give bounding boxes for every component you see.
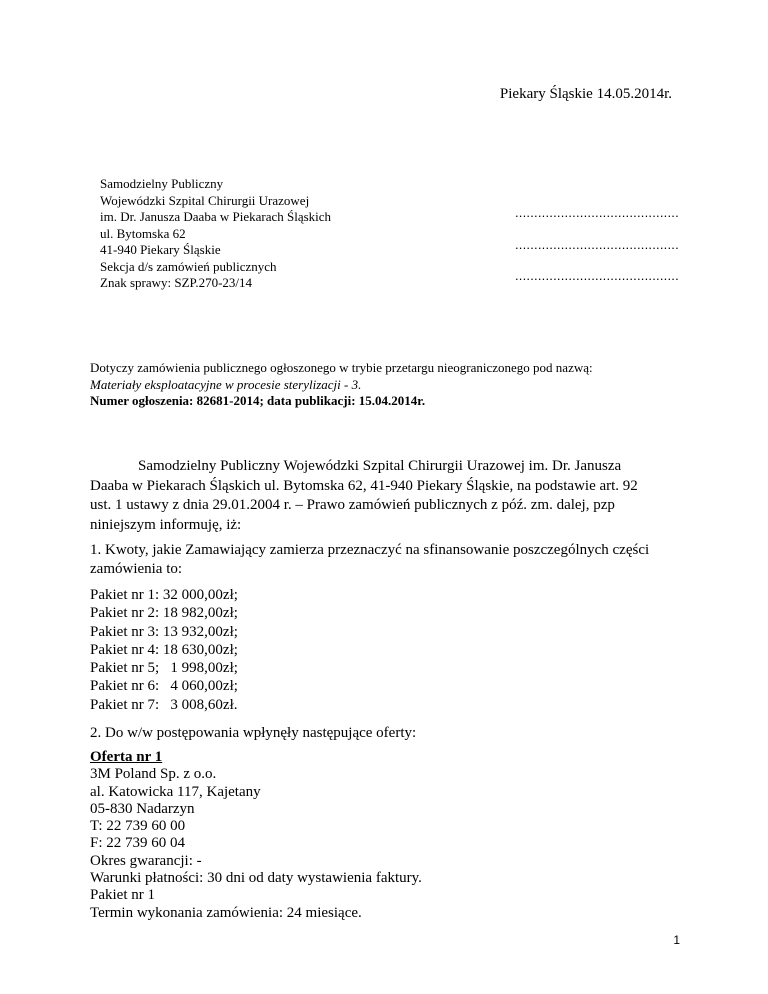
offer-1 — [90, 749, 422, 922]
regarding-line: Dotyczy zamówienia publicznego ogłoszonego w trybie przetargu nieograniczonego pod nazwą: — [90, 360, 593, 375]
package-item: Pakiet nr 6: 4 060,00zł; — [90, 678, 238, 695]
intro-line: ust. 1 ustawy z dnia 29.01.2004 r. – Prawo zamówień publicznych z póź. zm. dalej, pzp — [90, 497, 615, 513]
offer-deadline: Termin wykonania zamówienia: 24 miesiące. — [90, 904, 362, 921]
section-1 — [90, 541, 649, 579]
offer-package: Pakiet nr 1 — [90, 887, 155, 904]
recipient-line: ........................................... — [515, 268, 679, 283]
offer-address: al. Katowicka 117, Kajetany — [90, 783, 261, 800]
package-list — [90, 586, 238, 714]
case-number: Znak sprawy: SZP.270-23/14 — [100, 275, 253, 290]
sender-line: Sekcja d/s zamówień publicznych — [100, 258, 277, 274]
package-item: Pakiet nr 5; 1 998,00zł; — [90, 660, 238, 677]
intro-line: Samodzielny Publiczny Wojewódzki Szpital Chirurgii Urazowej im. Dr. Janusza — [138, 458, 622, 474]
package-item: Pakiet nr 4: 18 630,00zł; — [90, 641, 238, 658]
package-item: Pakiet nr 7: 3 008,60zł. — [90, 696, 238, 713]
offer-warranty: Okres gwarancji: - — [90, 852, 202, 869]
place-date: Piekary Śląskie 14.05.2014r. — [499, 86, 672, 102]
sender-address — [100, 176, 331, 292]
package-item: Pakiet nr 3: 13 932,00zł; — [90, 623, 238, 640]
section-1-line: 1. Kwoty, jakie Zamawiający zamierza przeznaczyć na sfinansowanie poszczególnych części — [90, 542, 650, 558]
offer-payment-terms: Warunki płatności: 30 dni od daty wystawienia faktury. — [90, 870, 422, 887]
announcement-number: Numer ogłoszenia: 82681-2014; data publikacji: 15.04.2014r. — [90, 393, 426, 408]
offer-phone: T: 22 739 60 00 — [90, 818, 186, 835]
page-number: 1 — [673, 933, 680, 947]
section-2: 2. Do w/w postępowania wpłynęły następujące oferty: — [90, 725, 417, 741]
package-item: Pakiet nr 1: 32 000,00zł; — [90, 587, 238, 603]
recipient-line: ........................................... — [515, 205, 679, 220]
sender-line: Wojewódzki Szpital Chirurgii Urazowej — [100, 192, 310, 208]
sender-line: 41-940 Piekary Śląskie — [100, 242, 221, 257]
regarding-block — [90, 360, 593, 410]
sender-line: im. Dr. Janusza Daaba w Piekarach Śląskich — [100, 209, 332, 224]
offer-fax: F: 22 739 60 04 — [90, 835, 186, 852]
section-1-line: zamówienia to: — [90, 561, 183, 577]
offer-company: 3M Poland Sp. z o.o. — [90, 766, 217, 783]
package-item: Pakiet nr 2: 18 982,00zł; — [90, 605, 238, 622]
intro-line: niniejszym informuję, iż: — [90, 516, 242, 533]
offer-postcode: 05-830 Nadarzyn — [90, 800, 195, 817]
offer-title: Oferta nr 1 — [90, 749, 163, 765]
intro-line: Daaba w Piekarach Śląskich ul. Bytomska 62, 41-940 Piekary Śląskie, na podstawie art. 92 — [90, 477, 638, 494]
tender-name: Materiały eksploatacyjne w procesie sterylizacji - 3. — [90, 376, 362, 392]
sender-line: ul. Bytomska 62 — [100, 225, 186, 241]
intro-paragraph — [90, 457, 680, 535]
recipient-line: ........................................... — [515, 237, 679, 252]
sender-line: Samodzielny Publiczny — [100, 176, 224, 191]
